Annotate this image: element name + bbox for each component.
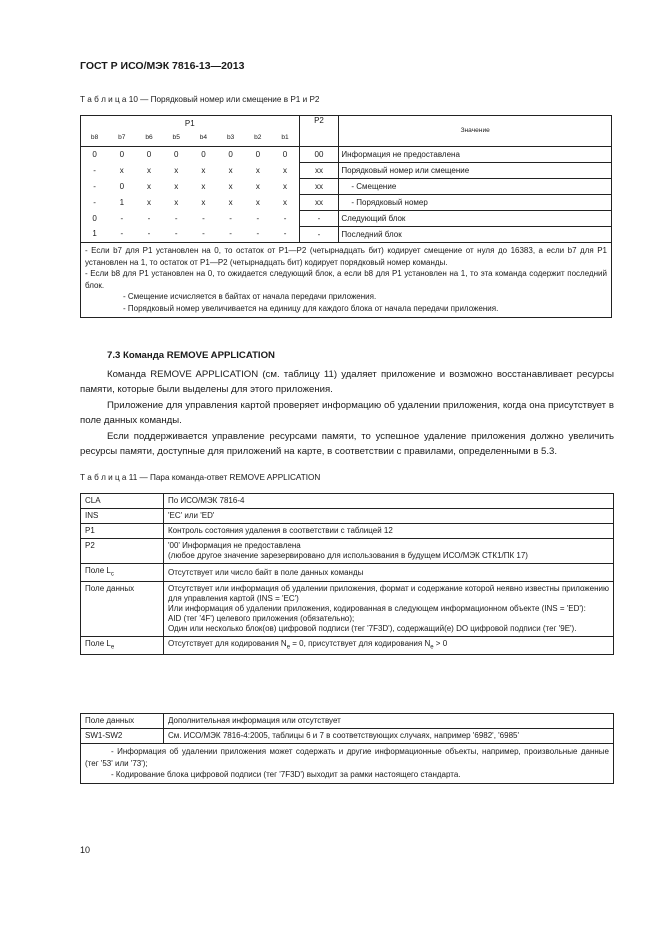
table11-caption: Т а б л и ц а 11 — Пара команда-ответ REMOVE APPLICATION: [80, 473, 321, 482]
field-key: Поле данных: [81, 582, 164, 637]
data-value-line: Один или несколько блок(ов) цифровой подписи (тег '7F3D'), содержащий(е) DO цифровой подписи (тег '9E').: [168, 624, 577, 634]
note-item: - Если b7 для P1 установлен на 0, то остаток от P1—P2 (четырнадцать бит) кодирует смещение от нуля до 16383, а если b7 для P1 установлен на 1, то остаток от P1—P2 (четырнадцать бит) кодирует порядковый номер команды.: [85, 246, 607, 267]
data-value-line: AID (тег '4F') целевого приложения (обязательно);: [168, 614, 355, 624]
le-text: = 0, присутствует для кодирования N: [290, 639, 431, 649]
table-row: [81, 195, 612, 211]
bit-cell: -: [147, 213, 151, 223]
meaning-cell: Последний блок: [339, 227, 612, 243]
p2-cell: xx: [299, 179, 339, 195]
field-key: Поле данных: [81, 714, 164, 729]
note-item: - Если b8 для P1 установлен на 0, то ожидается следующий блок, а если b8 для P1 установлен на 1, то эта команда содержит последний блок.: [85, 269, 607, 290]
bit-cell: -: [135, 227, 162, 243]
meaning-cell: - Смещение: [339, 179, 612, 195]
p2-cell: -: [299, 227, 339, 243]
field-value: Отсутствует или число байт в поле данных команды: [164, 564, 614, 582]
field-value: 'EC' или 'ED': [164, 509, 614, 524]
bit-cell: 0: [217, 147, 244, 163]
bit-cell: 0: [119, 181, 125, 191]
bit-header: b7: [108, 131, 135, 147]
data-value-line: Или информация об удалении приложения, кодированная в следующем информационном объекте (INS = 'ED'):: [168, 604, 586, 614]
data-value-line: Отсутствует или информация об удалении приложения, формат и содержание которой неявно известны приложению для управления картой (INS = 'EC'): [168, 584, 609, 604]
bit-cell: x: [255, 197, 260, 207]
table11-notes: [81, 744, 614, 784]
paragraph: Команда REMOVE APPLICATION (см. таблицу 11) удаляет приложение и возможно восстанавливает ресурсы памяти, которые были выделены для этого приложения.: [80, 369, 614, 395]
paragraph: Если поддерживается управление ресурсами памяти, то успешное удаление приложения должно увеличить ресурсы памяти, доступные для приложений на карте, в соответствии с правилами, определенными в 5.3.: [80, 431, 614, 457]
ne-subscript: e: [430, 644, 434, 651]
bit-cell: 1: [81, 227, 109, 243]
note-item: - Информация об удалении приложения может содержать и другие информационные объекты, например, произвольные данные (тег '53' или '73');: [85, 747, 609, 768]
field-value: По ИСО/МЭК 7816-4: [164, 494, 614, 509]
bit-header: b4: [190, 131, 217, 147]
field-value: См. ИСО/МЭК 7816-4:2005, таблицы 6 и 7 в соответствующих случаях, например '6982', '6985': [164, 729, 614, 744]
bit-cell: x: [201, 181, 206, 191]
meaning-cell: Порядковый номер или смещение: [339, 163, 612, 179]
note-item: - Кодирование блока цифровой подписи (тег '7F3D') выходит за рамки настоящего стандарта.: [111, 770, 461, 780]
bit-cell: -: [244, 227, 271, 243]
bit-cell: 0: [244, 147, 271, 163]
le-subscript: e: [110, 644, 115, 651]
field-key: SW1-SW2: [81, 729, 164, 744]
bit-cell: x: [174, 197, 179, 207]
bit-cell: -: [271, 227, 299, 243]
paragraph: Приложение для управления картой проверяет информацию об удалении приложения, когда она присутствует в поле данных команды.: [80, 400, 614, 426]
bit-cell: 0: [163, 147, 190, 163]
table10-notes: [81, 243, 612, 318]
field-key: P2: [81, 539, 164, 564]
bit-cell: -: [271, 211, 299, 227]
bit-cell: x: [147, 165, 151, 175]
bit-cell: 0: [190, 147, 217, 163]
table-row: [81, 147, 612, 163]
bit-cell: x: [174, 181, 179, 191]
bit-cell: -: [256, 213, 260, 223]
meaning-cell: Информация не предоставлена: [339, 147, 612, 163]
bit-cell: 0: [81, 147, 109, 163]
bit-cell: x: [228, 165, 233, 175]
meaning-header: Значение: [339, 116, 612, 147]
bit-header: b6: [135, 131, 162, 147]
bit-header: b8: [81, 131, 109, 147]
bit-cell: 0: [135, 147, 162, 163]
field-value: [164, 582, 614, 637]
p2-value-line: (любое другое значение зарезервировано для использования в будущем ИСО/МЭК СТК1/ПК 17): [168, 551, 528, 560]
field-value: Контроль состояния удаления в соответствии с таблицей 12: [164, 524, 614, 539]
table-10: [80, 115, 612, 318]
field-key: CLA: [81, 494, 164, 509]
table10-caption: Т а б л и ц а 10 — Порядковый номер или смещение в P1 и P2: [80, 95, 320, 104]
table-row: [81, 163, 612, 179]
bit-cell: -: [190, 227, 217, 243]
p2-cell: -: [299, 211, 339, 227]
meaning-cell: Следующий блок: [339, 211, 612, 227]
bit-cell: -: [174, 213, 178, 223]
bit-cell: x: [271, 195, 299, 211]
table-11-command: [80, 493, 614, 655]
p2-cell: xx: [299, 163, 339, 179]
p2-header: P2: [299, 116, 339, 147]
field-value: Дополнительная информация или отсутствует: [164, 714, 614, 729]
field-key: INS: [81, 509, 164, 524]
bit-cell: 0: [271, 147, 299, 163]
page-number: 10: [80, 845, 91, 855]
bit-header: b3: [217, 131, 244, 147]
le-text: Отсутствует для кодирования N: [168, 639, 287, 649]
bit-cell: x: [271, 179, 299, 195]
bit-cell: x: [147, 181, 151, 191]
table-row: [81, 179, 612, 195]
bit-cell: x: [255, 181, 260, 191]
bit-cell: -: [120, 213, 124, 223]
bit-cell: x: [271, 163, 299, 179]
lc-subscript: c: [110, 571, 114, 578]
meaning-cell: - Порядковый номер: [339, 195, 612, 211]
le-text: > 0: [433, 639, 448, 649]
bit-header: b1: [271, 131, 299, 147]
ne-subscript: e: [286, 644, 291, 651]
bit-cell: x: [228, 181, 233, 191]
bit-cell: -: [81, 163, 109, 179]
bit-cell: x: [255, 165, 260, 175]
bit-cell: 0: [108, 147, 135, 163]
table-11-response: [80, 713, 614, 784]
table-row: [81, 211, 612, 227]
bit-cell: -: [81, 195, 109, 211]
bit-cell: x: [147, 197, 151, 207]
bit-cell: x: [201, 165, 206, 175]
field-key: P1: [81, 524, 164, 539]
section-title: 7.3 Команда REMOVE APPLICATION: [107, 350, 275, 361]
p2-cell: xx: [299, 195, 339, 211]
note-item: - Порядковый номер увеличивается на единицу для каждого блока от начала передачи приложения.: [123, 303, 499, 313]
bit-header: b2: [244, 131, 271, 147]
bit-cell: -: [202, 213, 205, 223]
bit-cell: 0: [81, 211, 109, 227]
lc-key: Поле L: [85, 566, 111, 575]
note-item: - Смещение исчисляется в байтах от начала передачи приложения.: [123, 292, 377, 302]
bit-cell: x: [201, 197, 206, 207]
bit-cell: 1: [119, 197, 125, 207]
field-key: [81, 564, 164, 582]
bit-cell: -: [81, 179, 109, 195]
bit-cell: -: [108, 227, 135, 243]
document-header: ГОСТ Р ИСО/МЭК 7816-13—2013: [80, 60, 245, 72]
p1-header: P1: [81, 116, 300, 132]
bit-cell: x: [228, 197, 233, 207]
p2-cell: 00: [299, 147, 339, 163]
bit-cell: -: [217, 227, 244, 243]
bit-cell: -: [163, 227, 190, 243]
table-row: [81, 227, 612, 243]
le-key: Поле L: [85, 639, 111, 649]
field-value: [164, 637, 614, 655]
field-key: [81, 637, 164, 655]
bit-cell: -: [229, 213, 232, 223]
bit-cell: x: [174, 165, 179, 175]
bit-cell: x: [119, 165, 124, 175]
p2-value-line: '00' Информация не предоставлена: [168, 541, 301, 550]
bit-header: b5: [163, 131, 190, 147]
field-value: [164, 539, 614, 564]
